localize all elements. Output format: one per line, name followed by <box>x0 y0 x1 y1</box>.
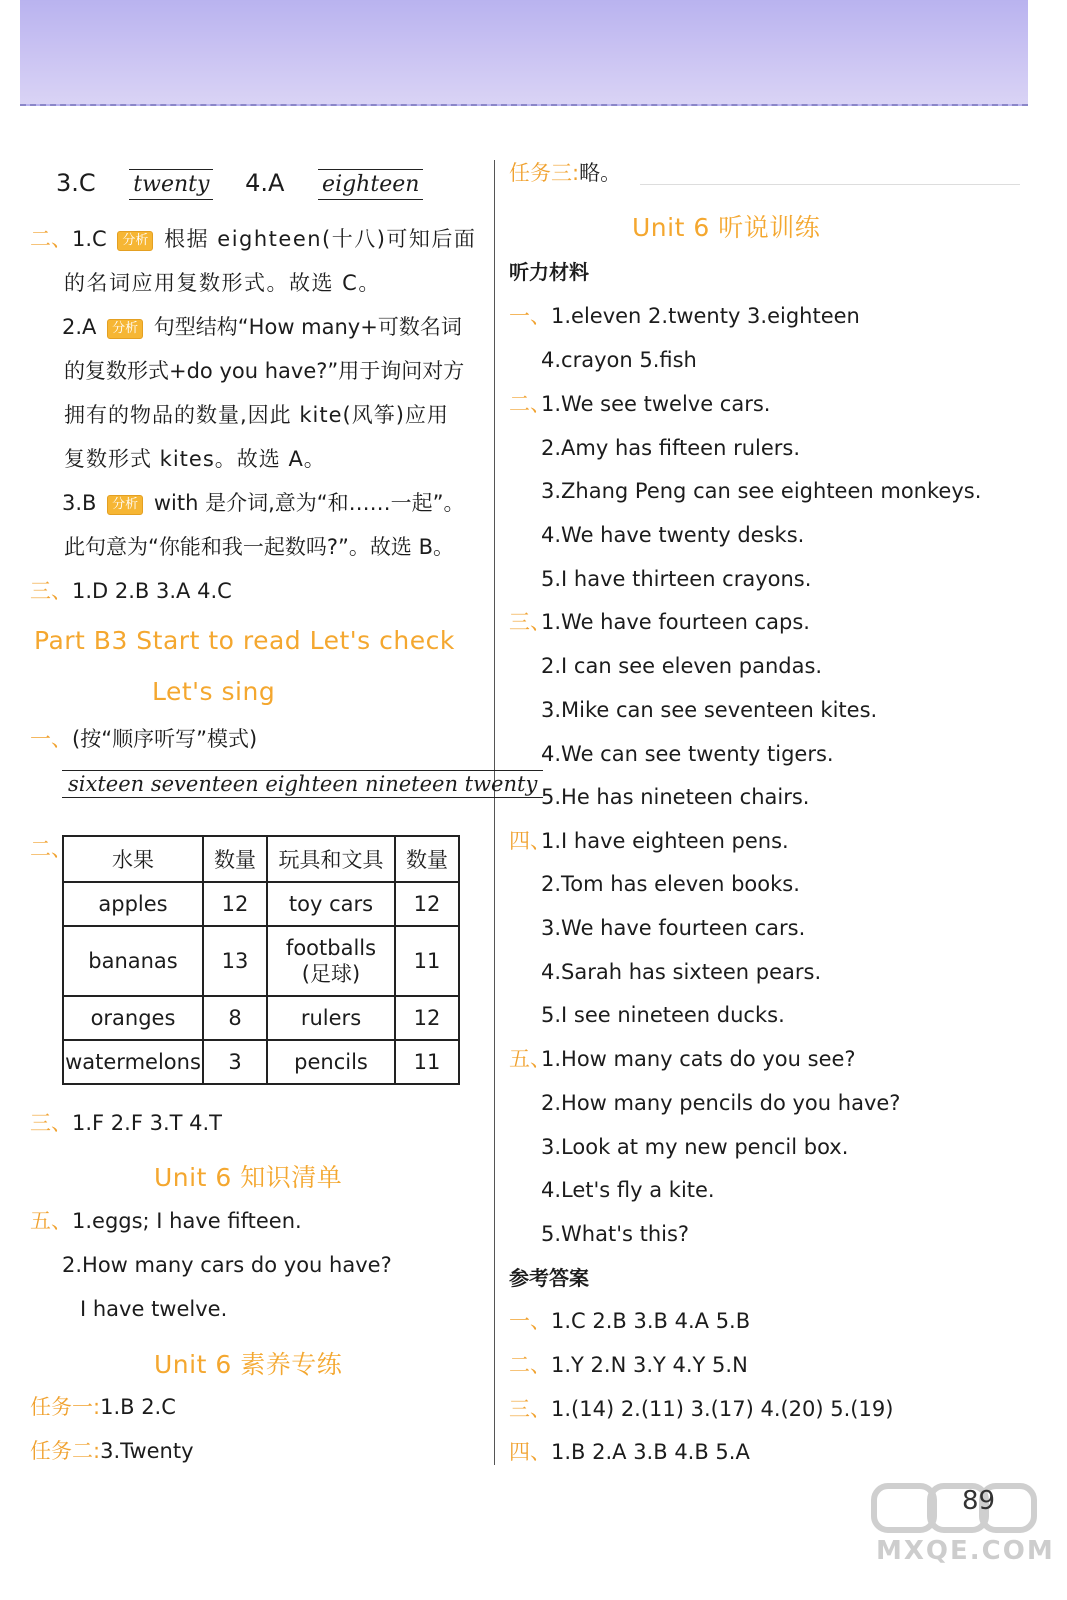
analysis-tag <box>117 231 153 251</box>
explanation-text: 的复数形式+do you have?”用于询问对方 <box>64 359 465 383</box>
listening-sentence: 4.We have twenty desks. <box>541 523 805 547</box>
section-marker: 二、 <box>30 837 72 861</box>
listening-1 <box>509 303 860 329</box>
listening-text: 1.eleven 2.twenty 3.eighteen <box>551 304 860 328</box>
analysis-tag-text: 分析 <box>112 497 139 512</box>
knowledge-item-1 <box>30 1208 302 1234</box>
listening-sentence: 3.Mike can see seventeen kites. <box>541 698 878 722</box>
section-marker: 二、 <box>509 392 551 416</box>
table-header: 水果 <box>63 836 203 882</box>
answer-row-2 <box>509 1352 748 1378</box>
table-header: 数量 <box>395 836 459 882</box>
listening-text: 4.crayon 5.fish <box>541 348 697 372</box>
table-cell: bananas <box>63 926 203 996</box>
part-heading-2: Let's sing <box>152 677 276 706</box>
table-cell-note: (足球) <box>301 962 361 986</box>
section-3b-answers <box>30 1110 222 1136</box>
listening-sentence: 1.I have eighteen pens. <box>541 829 789 853</box>
answers-text: 1.C 2.B 3.B 4.A 5.B <box>551 1309 751 1333</box>
unit-heading: Unit 6 知识清单 <box>154 1163 343 1192</box>
explanation-text: 根据 eighteen(十八)可知后面 <box>164 227 477 251</box>
faint-rule <box>640 184 1020 185</box>
item-2-1 <box>30 226 476 252</box>
answers-text: 1.B 2.A 3.B 4.B 5.A <box>551 1440 750 1464</box>
listening-sentence: 2.I can see eleven pandas. <box>541 654 823 678</box>
unit-heading: Unit 6 听说训练 <box>632 213 821 242</box>
explanation-text: with 是介词,意为“和……一起”。 <box>153 491 465 515</box>
table-cell: 8 <box>203 996 267 1040</box>
answer-text: 1.B 2.C <box>100 1395 176 1419</box>
listening-sentence: 3.Look at my new pencil box. <box>541 1135 849 1159</box>
listening-sentence: 3.Zhang Peng can see eighteen monkeys. <box>541 479 982 503</box>
page-number: 89 <box>962 1486 996 1516</box>
answer-text: 略。 <box>579 161 622 185</box>
answer-label: 3.C <box>56 169 96 197</box>
section-marker: 二、 <box>30 227 72 251</box>
table-cell: 12 <box>395 882 459 926</box>
listening-sentence: 2.Amy has fifteen rulers. <box>541 436 801 460</box>
section-marker: 四、 <box>509 1440 551 1464</box>
section-marker: 三、 <box>509 1397 551 1421</box>
table-header: 玩具和文具 <box>267 836 395 882</box>
table-cell: toy cars <box>267 882 395 926</box>
explanation-text: 拥有的物品的数量,因此 kite(风筝)应用 <box>64 403 449 427</box>
explanation-text: 句型结构“How many+可数名词 <box>153 315 462 339</box>
answer-3c-line <box>56 170 423 198</box>
section-marker: 三、 <box>509 610 551 634</box>
answer-text: 3.Twenty <box>100 1439 194 1463</box>
table-cell: watermelons <box>63 1040 203 1084</box>
task-2 <box>30 1438 194 1464</box>
listening-sentence: 5.What's this? <box>541 1222 690 1246</box>
section-marker: 三、 <box>30 579 72 603</box>
item-number: 1.C <box>72 227 107 251</box>
analysis-tag-text: 分析 <box>122 233 149 248</box>
analysis-tag-text: 分析 <box>112 321 139 336</box>
table-cell-text: footballs <box>285 936 377 960</box>
task-marker: 任务三: <box>509 161 580 185</box>
table-row <box>63 996 459 1040</box>
task-marker: 任务二: <box>30 1439 101 1463</box>
table-cell: apples <box>63 882 203 926</box>
watermark-logo <box>870 1480 1055 1570</box>
section-marker: 五、 <box>509 1047 551 1071</box>
task-marker: 任务一: <box>30 1395 101 1419</box>
listening-sentence: 5.I have thirteen crayons. <box>541 567 812 591</box>
listening-title: 听力材料 <box>509 260 589 284</box>
table-cell: 11 <box>395 1040 459 1084</box>
item-number: 3.B <box>62 491 97 515</box>
table-row <box>63 882 459 926</box>
analysis-tag <box>107 319 143 339</box>
table-cell: 11 <box>395 926 459 996</box>
answer-row-3 <box>509 1396 893 1422</box>
listening-sentence: 4.We can see twenty tigers. <box>541 742 834 766</box>
listening-sentence: 1.We have fourteen caps. <box>541 610 810 634</box>
answer-text: I have twelve. <box>80 1297 228 1321</box>
answers-text: 1.Y 2.N 3.Y 4.Y 5.N <box>551 1353 748 1377</box>
table-row <box>63 926 459 996</box>
listening-sentence: 1.How many cats do you see? <box>541 1047 856 1071</box>
explanation-text: 此句意为“你能和我一起数吗?”。故选 B。 <box>64 535 454 559</box>
answers-text: 1.(14) 2.(11) 3.(17) 4.(20) 5.(19) <box>551 1397 894 1421</box>
answers-title: 参考答案 <box>509 1266 589 1290</box>
dictation-instruction <box>30 726 257 752</box>
table-cell: 13 <box>203 926 267 996</box>
count-table <box>62 835 460 1085</box>
task-3 <box>509 160 621 186</box>
section-marker: 一、 <box>30 727 72 751</box>
answer-row-4 <box>509 1439 750 1465</box>
listening-sentence: 1.We see twelve cars. <box>541 392 771 416</box>
explanation-text: 复数形式 kites。故选 A。 <box>64 447 326 471</box>
watermark-text: MXQE.COM <box>876 1536 1055 1566</box>
task-1 <box>30 1394 176 1420</box>
table-cell: 12 <box>395 996 459 1040</box>
table-cell: pencils <box>267 1040 395 1084</box>
instruction-text: (按“顺序听写”模式) <box>72 727 258 751</box>
dictation-answer: sixteen seventeen eighteen nineteen twenty <box>62 770 543 798</box>
answer-text: 2.How many cars do you have? <box>62 1253 392 1277</box>
listening-sentence: 4.Let's fly a kite. <box>541 1178 715 1202</box>
listening-sentence: 4.Sarah has sixteen pears. <box>541 960 822 984</box>
listening-sentence: 3.We have fourteen cars. <box>541 916 806 940</box>
answer-row-1 <box>509 1308 750 1334</box>
table-row <box>63 1040 459 1084</box>
listening-sentence: 2.How many pencils do you have? <box>541 1091 901 1115</box>
section-marker: 二、 <box>509 1353 551 1377</box>
table-cell: 12 <box>203 882 267 926</box>
explanation-text: 的名词应用复数形式。故选 C。 <box>64 271 381 295</box>
answer-label: 4.A <box>245 169 285 197</box>
listening-sentence: 2.Tom has eleven books. <box>541 872 800 896</box>
table-cell: oranges <box>63 996 203 1040</box>
answers-text: 1.F 2.F 3.T 4.T <box>72 1111 222 1135</box>
section-marker: 一、 <box>509 1309 551 1333</box>
listening-sentence: 5.He has nineteen chairs. <box>541 785 810 809</box>
table-cell-footballs <box>267 926 395 996</box>
section-marker: 五、 <box>30 1209 72 1233</box>
item-number: 2.A <box>62 315 97 339</box>
analysis-tag <box>107 495 143 515</box>
section-3-answers <box>30 578 232 604</box>
handwritten-word: eighteen <box>318 169 423 200</box>
table-cell: 3 <box>203 1040 267 1084</box>
table-cell: rulers <box>267 996 395 1040</box>
section-marker: 三、 <box>30 1111 72 1135</box>
item-2-2 <box>62 314 462 340</box>
item-2-3 <box>62 490 465 516</box>
table-header-row <box>63 836 459 882</box>
section-marker: 一、 <box>509 304 551 328</box>
column-divider <box>494 160 495 1465</box>
answers-text: 1.D 2.B 3.A 4.C <box>72 579 232 603</box>
unit-heading: Unit 6 素养专练 <box>154 1350 343 1379</box>
listening-sentence: 5.I see nineteen ducks. <box>541 1003 785 1027</box>
answer-text: 1.eggs; I have fifteen. <box>72 1209 302 1233</box>
section-marker: 四、 <box>509 829 551 853</box>
part-heading: Part B3 Start to read Let's check <box>34 626 455 655</box>
header-banner <box>20 0 1028 106</box>
handwritten-word: twenty <box>129 169 213 200</box>
table-header: 数量 <box>203 836 267 882</box>
